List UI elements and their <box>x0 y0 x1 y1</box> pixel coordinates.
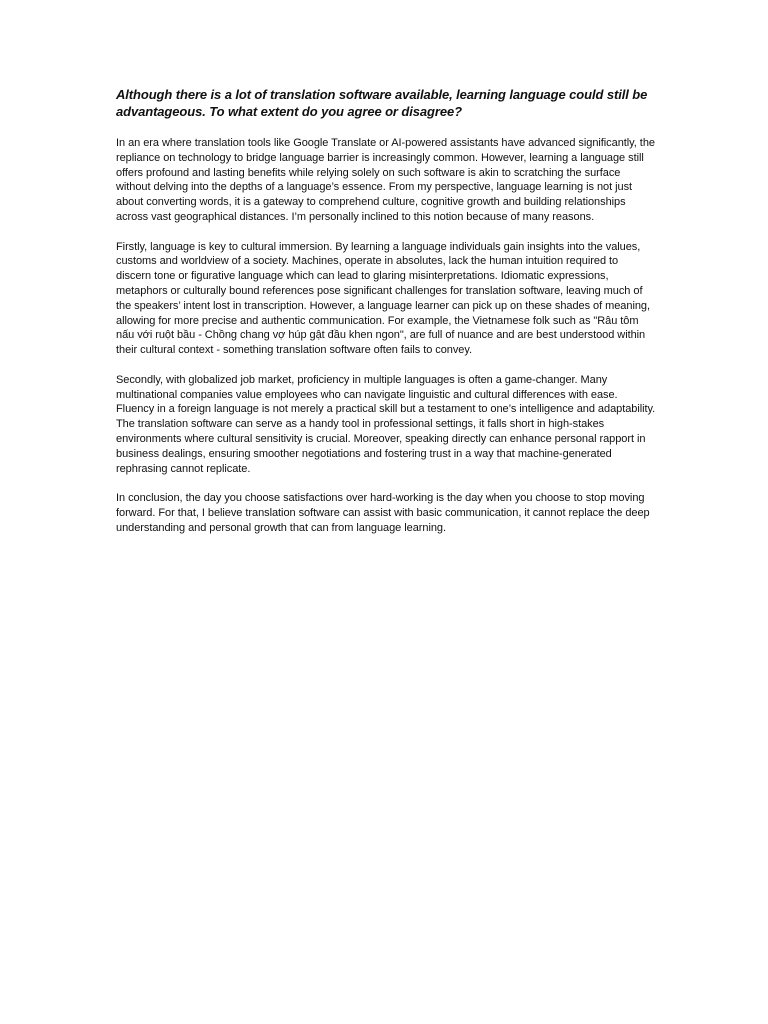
paragraph-body-2: Secondly, with globalized job market, proficiency in multiple languages is often a game-changer. Many multinational companies value employees who can navigate linguistic and cultural differences with ease. Fluency in a foreign language is not merely a practical skill but a testament to one’s intelligence and adaptability. The translation software can serve as a handy tool in professional settings, it falls short in high-stakes environments where cultural sensitivity is crucial. Moreover, speaking directly can enhance personal rapport in business dealings, ensuring smoother negotiations and fostering trust in a way that machine-generated rephrasing cannot replicate. <box>116 373 656 475</box>
paragraph-body-1: Firstly, language is key to cultural immersion. By learning a language individuals gain insights into the values, customs and worldview of a society. Machines, operate in absolutes, lack the human intuition required to discern tone or figurative language which can lead to glaring misinterpretations. Idiomatic expressions, metaphors or culturally bound references pose significant challenges for translation software, leaving much of the speakers’ intent lost in transcription. However, a language learner can pick up on these shades of meaning, allowing for more precise and authentic communication. For example, the Vietnamese folk such as "Râu tôm nấu với ruột bầu - Chồng chang vợ húp gật đầu khen ngon", are full of nuance and are best understood within their cultural context - something translation software often fails to convey. <box>116 240 650 357</box>
document-page <box>116 86 656 550</box>
paragraph-conclusion: In conclusion, the day you choose satisfactions over hard-working is the day when you choose to stop moving forward. For that, I believe translation software can assist with basic communication, it cannot replace the deep understanding and personal growth that can from language learning. <box>116 492 650 534</box>
essay-prompt: Although there is a lot of translation software available, learning language could still be advantageous. To what extent do you agree or disagree? <box>116 87 648 119</box>
paragraph-introduction: In an era where translation tools like Google Translate or AI-powered assistants have advanced significantly, the repliance on technology to bridge language barrier is increasingly common. However, learning a language still offers profound and lasting benefits while relying solely on such software is akin to scratching the surface without delving into the depths of a language’s essence. From my perspective, language learning is not just about converting words, it is a gateway to comprehend culture, cognitive growth and building relationships across vast geographical distances. I’m personally inclined to this notion because of many reasons. <box>116 137 655 223</box>
